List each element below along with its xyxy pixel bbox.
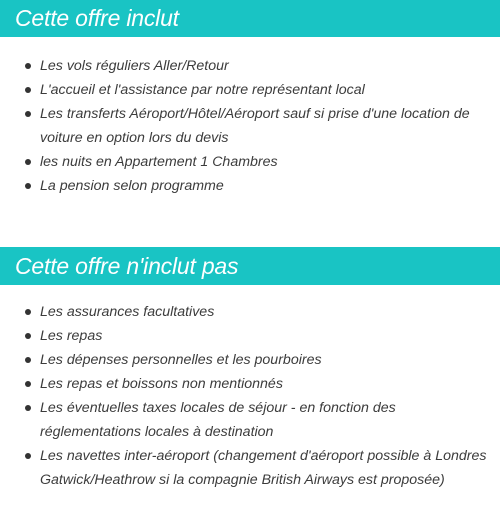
included-section [0, 0, 500, 198]
excluded-list [0, 285, 500, 492]
bullet-icon [25, 159, 31, 165]
list-item [0, 300, 500, 324]
list-item [0, 102, 500, 150]
list-item-text: Les repas et boissons non mentionnés [40, 376, 283, 392]
list-item-text: Les vols réguliers Aller/Retour [40, 58, 229, 74]
list-item-text: Les navettes inter-aéroport (changement d'aéroport possible à Londres Gatwick/Heathrow si la compagnie British Airways est proposée) [40, 448, 487, 488]
list-item [0, 348, 500, 372]
list-item [0, 396, 500, 444]
list-item-text: L'accueil et l'assistance par notre représentant local [40, 82, 365, 98]
list-item-text: Les transferts Aéroport/Hôtel/Aéroport sauf si prise d'une location de voiture en option lors du devis [40, 106, 470, 146]
bullet-icon [25, 333, 31, 339]
list-item [0, 444, 500, 492]
list-item-text: Les éventuelles taxes locales de séjour - en fonction des réglementations locales à destination [40, 400, 396, 440]
bullet-icon [25, 405, 31, 411]
bullet-icon [25, 381, 31, 387]
bullet-icon [25, 183, 31, 189]
list-item-text: Les assurances facultatives [40, 304, 215, 320]
bullet-icon [25, 309, 31, 315]
list-item-text: Les repas [40, 328, 103, 344]
list-item [0, 54, 500, 78]
bullet-icon [25, 453, 31, 459]
list-item [0, 174, 500, 198]
bullet-icon [25, 357, 31, 363]
list-item-text: La pension selon programme [40, 178, 224, 194]
list-item [0, 78, 500, 102]
list-item-text: Les dépenses personnelles et les pourboires [40, 352, 322, 368]
bullet-icon [25, 87, 31, 93]
excluded-section [0, 247, 500, 492]
list-item [0, 372, 500, 396]
bullet-icon [25, 111, 31, 117]
list-item-text: les nuits en Appartement 1 Chambres [40, 154, 278, 170]
included-section-title: Cette offre inclut [0, 0, 500, 37]
included-list [0, 37, 500, 198]
bullet-icon [25, 63, 31, 69]
list-item [0, 324, 500, 348]
list-item [0, 150, 500, 174]
excluded-section-title: Cette offre n'inclut pas [0, 247, 500, 285]
